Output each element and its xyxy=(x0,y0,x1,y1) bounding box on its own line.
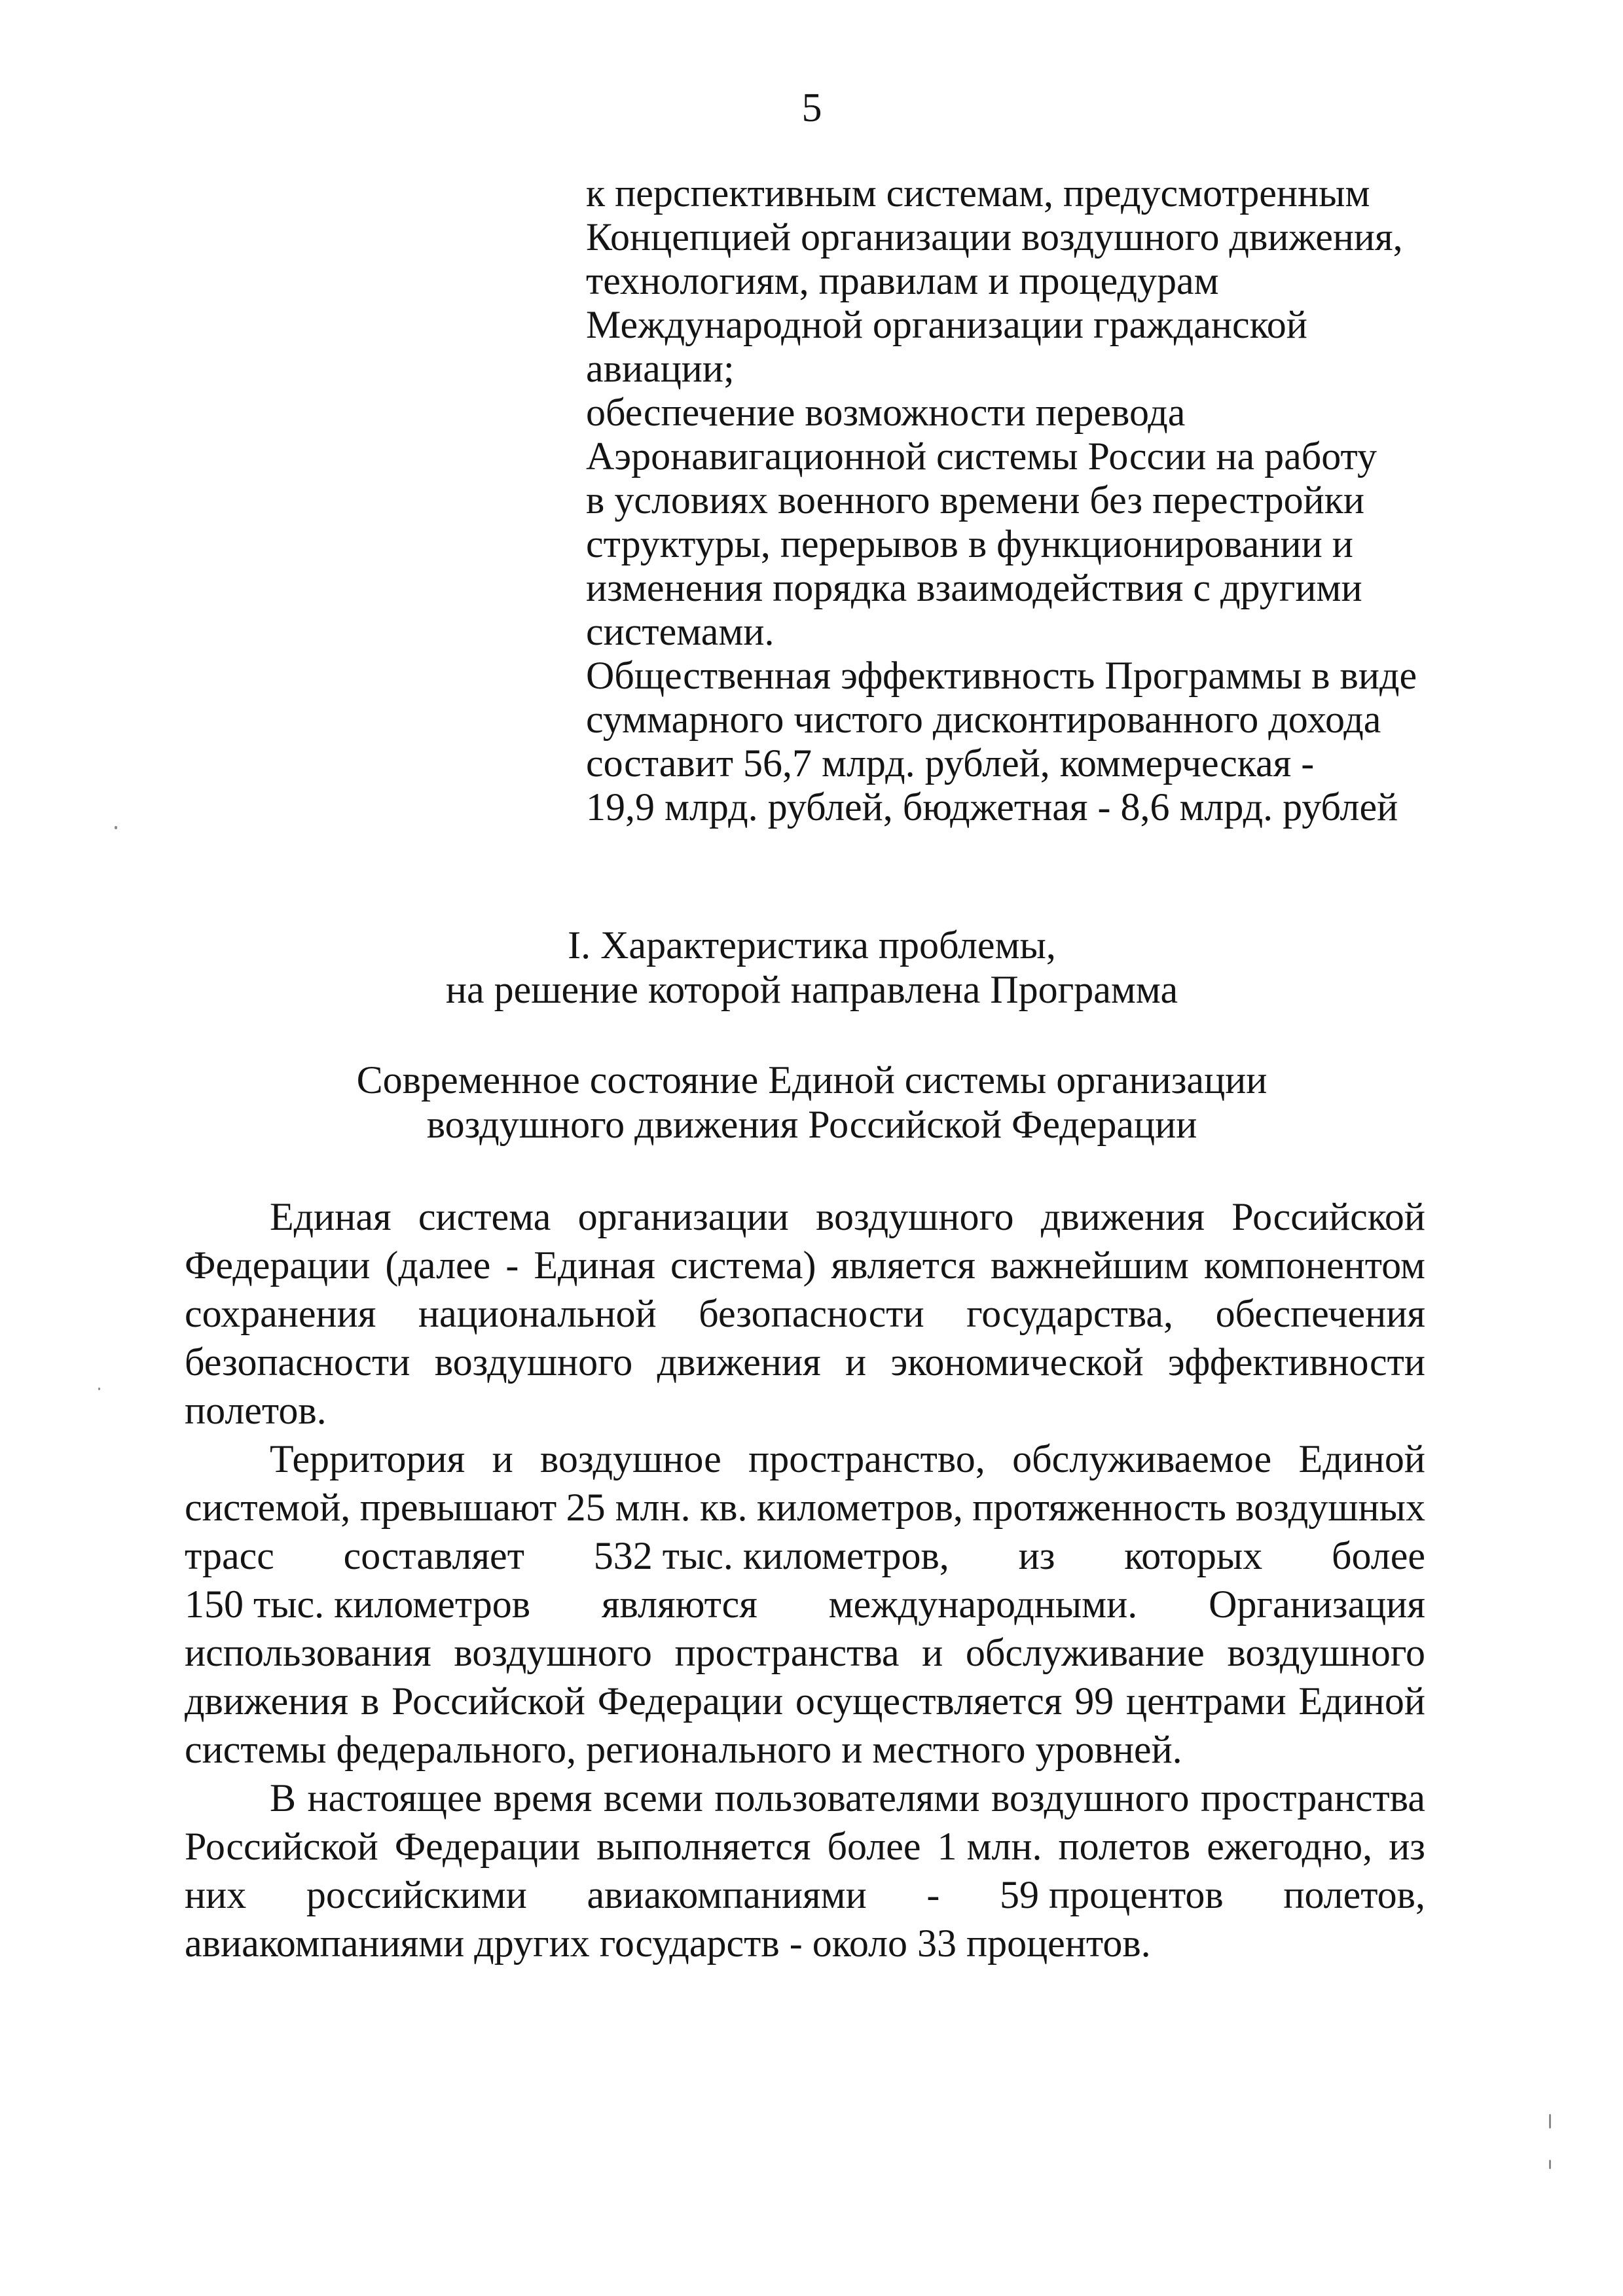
body-line xyxy=(185,1822,1425,1871)
body-word: - xyxy=(926,1873,940,1916)
body-line xyxy=(185,1580,1425,1628)
body-line xyxy=(185,1677,1425,1725)
body-word: время xyxy=(493,1776,593,1820)
body-word: пространства xyxy=(674,1631,900,1674)
scan-speck xyxy=(1549,2114,1551,2128)
body-line xyxy=(185,1435,1425,1483)
body-word: 25 млн. xyxy=(566,1486,691,1529)
body-word: воздушного xyxy=(454,1631,652,1674)
body-word: 1 млн. xyxy=(937,1825,1042,1868)
body-word: пользователями xyxy=(714,1776,980,1820)
body-word: 99 xyxy=(1074,1679,1114,1723)
body-word: в xyxy=(360,1679,380,1723)
body-word: из xyxy=(1389,1825,1425,1868)
body-line xyxy=(185,1338,1425,1386)
passport-line: обеспечение возможности перевода xyxy=(586,391,1186,434)
passport-continuation xyxy=(586,171,1457,829)
body-word: системой, xyxy=(185,1486,351,1529)
passport-line: Концепцией организации воздушного движения, xyxy=(586,215,1403,259)
body-word: которых xyxy=(1124,1534,1263,1577)
body-word: полетов xyxy=(1058,1825,1191,1868)
body-word: составляет xyxy=(343,1534,524,1577)
body-word: система xyxy=(418,1195,551,1238)
body-word: из xyxy=(1018,1534,1055,1577)
body-word: важнейшим xyxy=(991,1244,1189,1287)
passport-line: составит 56,7 млрд. рублей, коммерческая - xyxy=(586,742,1315,785)
body-word: безопасности xyxy=(699,1292,924,1335)
body-word: международными. xyxy=(828,1583,1138,1626)
body-word: воздушного xyxy=(816,1195,1014,1238)
body-word: использования xyxy=(185,1631,431,1674)
body-word: Федерации xyxy=(597,1679,784,1723)
body-word: трасс xyxy=(185,1534,274,1577)
body-line xyxy=(185,1241,1425,1289)
page-number: 5 xyxy=(801,86,822,130)
body-word: Федерации xyxy=(394,1825,581,1868)
scan-speck xyxy=(1549,2160,1551,2169)
body-word: (далее xyxy=(385,1244,491,1287)
body-word: Единая xyxy=(534,1244,655,1287)
body-word: полетов, xyxy=(1283,1873,1425,1916)
section-title xyxy=(249,923,1375,1012)
body-word: безопасности xyxy=(185,1340,410,1384)
body-word: сохранения xyxy=(185,1292,376,1335)
body-word: 150 тыс. километров xyxy=(185,1583,531,1626)
body-word: обслуживаемое xyxy=(1012,1437,1272,1480)
body-word: центрами xyxy=(1126,1679,1286,1723)
scan-speck xyxy=(98,1388,100,1390)
passport-line: авиации; xyxy=(586,347,735,390)
body-word: Федерации xyxy=(185,1244,371,1287)
body-word: Российской xyxy=(392,1679,585,1723)
body-word: обслуживание xyxy=(965,1631,1205,1674)
body-line xyxy=(185,1628,1425,1677)
body-word: Единая xyxy=(270,1195,392,1238)
body-word: Российской xyxy=(185,1825,378,1868)
body-word: Организация xyxy=(1209,1583,1425,1626)
body-text xyxy=(185,1193,1425,1967)
body-word: государства, xyxy=(966,1292,1174,1335)
body-word: превышают xyxy=(359,1486,557,1529)
body-word: Единой xyxy=(1298,1437,1425,1480)
body-word: более xyxy=(1332,1534,1425,1577)
body-word: являются xyxy=(601,1583,757,1626)
passport-line: технологиям, правилам и процедурам xyxy=(586,259,1219,302)
body-line xyxy=(185,1483,1425,1532)
body-last-line: системы федерального, регионального и местного уровней. xyxy=(185,1728,1182,1771)
body-paragraph xyxy=(185,1193,1425,1435)
body-word: осуществляется xyxy=(795,1679,1063,1723)
body-word: 532 тыс. километров, xyxy=(593,1534,949,1577)
body-paragraph xyxy=(185,1774,1425,1967)
subsection-title-line: воздушного движения Российской Федерации xyxy=(426,1103,1197,1146)
passport-line: 19,9 млрд. рублей, бюджетная - 8,6 млрд. рублей xyxy=(586,785,1398,829)
body-word: и xyxy=(845,1340,867,1384)
body-word: кв. xyxy=(700,1486,748,1529)
body-word: более xyxy=(827,1825,921,1868)
body-word: и xyxy=(492,1437,513,1480)
section-title-line: на решение которой направлена Программа xyxy=(445,968,1178,1011)
body-word: Единой xyxy=(1298,1679,1425,1723)
body-word: российскими xyxy=(306,1873,527,1916)
body-word: выполняется xyxy=(596,1825,811,1868)
passport-line: суммарного чистого дисконтированного дохода xyxy=(586,698,1381,741)
body-word: экономической xyxy=(890,1340,1144,1384)
body-word: В xyxy=(270,1776,297,1820)
body-line xyxy=(185,1774,1425,1822)
passport-line: Аэронавигационной системы России на работу xyxy=(586,435,1377,478)
body-word: воздушного xyxy=(1227,1631,1425,1674)
body-line xyxy=(185,1532,1425,1580)
passport-line: Общественная эффективность Программы в виде xyxy=(586,654,1417,697)
body-word: система) xyxy=(670,1244,816,1287)
body-line xyxy=(185,1871,1425,1919)
body-word: пространства xyxy=(1201,1776,1425,1820)
passport-line: в условиях военного времени без перестройки xyxy=(586,478,1364,522)
body-last-line: авиакомпаниями других государств - около 33 процентов. xyxy=(185,1922,1151,1965)
passport-line: Международной организации гражданской xyxy=(586,303,1307,346)
body-word: компонентом xyxy=(1203,1244,1425,1287)
body-word: 59 процентов xyxy=(999,1873,1224,1916)
body-word: движения xyxy=(185,1679,349,1723)
subsection-title xyxy=(249,1058,1375,1147)
body-line xyxy=(185,1193,1425,1241)
body-word: организации xyxy=(577,1195,789,1238)
body-word: национальной xyxy=(418,1292,657,1335)
body-word: воздушных xyxy=(1235,1486,1425,1529)
passport-line: к перспективным системам, предусмотренным xyxy=(586,171,1370,215)
body-word: воздушное xyxy=(540,1437,721,1480)
body-word: настоящее xyxy=(307,1776,483,1820)
body-word: протяженность xyxy=(972,1486,1226,1529)
body-word: и xyxy=(922,1631,943,1674)
section-title-line: I. Характеристика проблемы, xyxy=(568,924,1056,967)
passport-line: структуры, перерывов в функционировании и xyxy=(586,522,1353,565)
body-line xyxy=(185,1289,1425,1338)
body-word: километров, xyxy=(756,1486,963,1529)
body-word: Территория xyxy=(270,1437,465,1480)
body-word: пространство, xyxy=(748,1437,985,1480)
body-word: движения xyxy=(1040,1195,1205,1238)
body-word: является xyxy=(831,1244,976,1287)
body-word: - xyxy=(505,1244,519,1287)
passport-line: изменения порядка взаимодействия с другими xyxy=(586,566,1362,609)
body-last-line: полетов. xyxy=(185,1389,327,1432)
body-word: движения xyxy=(657,1340,821,1384)
body-word: Российской xyxy=(1231,1195,1425,1238)
body-word: обеспечения xyxy=(1215,1292,1425,1335)
body-word: эффективности xyxy=(1167,1340,1425,1384)
body-word: воздушного xyxy=(434,1340,633,1384)
body-word: ежегодно, xyxy=(1207,1825,1373,1868)
body-paragraph xyxy=(185,1435,1425,1774)
body-word: воздушного xyxy=(991,1776,1190,1820)
subsection-title-line: Современное состояние Единой системы организации xyxy=(356,1058,1267,1102)
passport-line: системами. xyxy=(586,610,775,653)
body-word: них xyxy=(185,1873,247,1916)
body-word: авиакомпаниями xyxy=(587,1873,867,1916)
body-word: всеми xyxy=(603,1776,703,1820)
scan-speck xyxy=(115,826,117,829)
